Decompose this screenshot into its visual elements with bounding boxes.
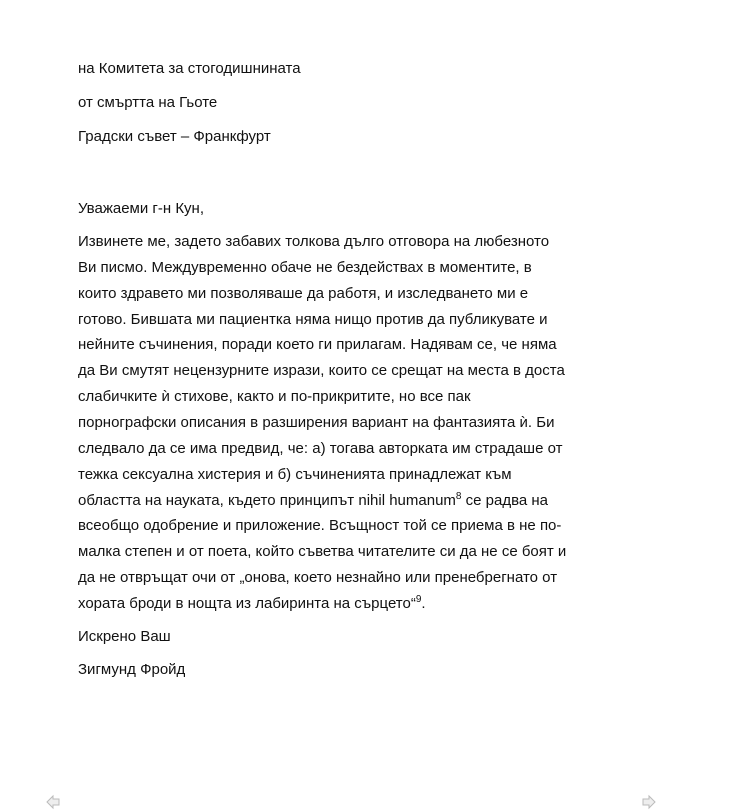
address-line: Градски съвет – Франкфурт [78,128,271,145]
body-line: нейните съчинения, поради което ги прилагам. Надявам се, че няма [78,336,557,353]
footnote-ref-9[interactable]: 9 [415,594,422,605]
next-page-button[interactable] [642,794,656,810]
text: хората броди в нощта из лабиринта на сърцето“ [78,595,416,612]
address-line: от смъртта на Гьоте [78,94,218,111]
body-line: готово. Бившата ми пациентка няма нищо против да публикувате и [78,311,548,328]
address-line: на Комитета за стогодишнината [78,60,301,77]
body-line [78,594,426,614]
body-line: порнографски описания в разширения вариант на фантазията ѝ. Би [78,414,555,431]
body-line: които здравето ми позволяваше да работя, и изследването ми е [78,285,529,302]
arrow-right-icon [642,794,656,810]
body-line: да не отвръщат очи от „онова, което незнайно или пренебрегнато от [78,569,558,586]
signature: Зигмунд Фройд [78,661,186,678]
body-line: тежка сексуална хистерия и б) съчиненията принадлежат към [78,466,512,483]
text: . [421,595,426,612]
body-line: да Ви смутят нецензурните изрази, които се срещат на места в доста [78,362,565,379]
footnote-ref-8[interactable]: 8 [455,491,462,502]
body-line: всеобщо одобрение и приложение. Всъщност той се приема в не по- [78,517,562,534]
body-line: Ви писмо. Междувременно обаче не бездействах в моментите, в [78,259,532,276]
body-line: малка степен и от поета, който съветва читателите си да не се боят и [78,543,567,560]
text: се радва на [461,492,549,509]
greeting: Уважаеми г-н Кун, [78,200,205,217]
text: областта на науката, където принципът nihil humanum [78,492,456,509]
body-line [78,491,548,511]
body-line: слабичките ѝ стихове, както и по-прикритите, но все пак [78,388,471,405]
closing: Искрено Ваш [78,628,171,645]
body-line: следвало да се има предвид, че: а) тогава авторката им страдаше от [78,440,563,457]
arrow-left-icon [46,794,60,810]
prev-page-button[interactable] [46,794,60,810]
body-line: Извинете ме, задето забавих толкова дълго отговора на любезното [78,233,550,250]
